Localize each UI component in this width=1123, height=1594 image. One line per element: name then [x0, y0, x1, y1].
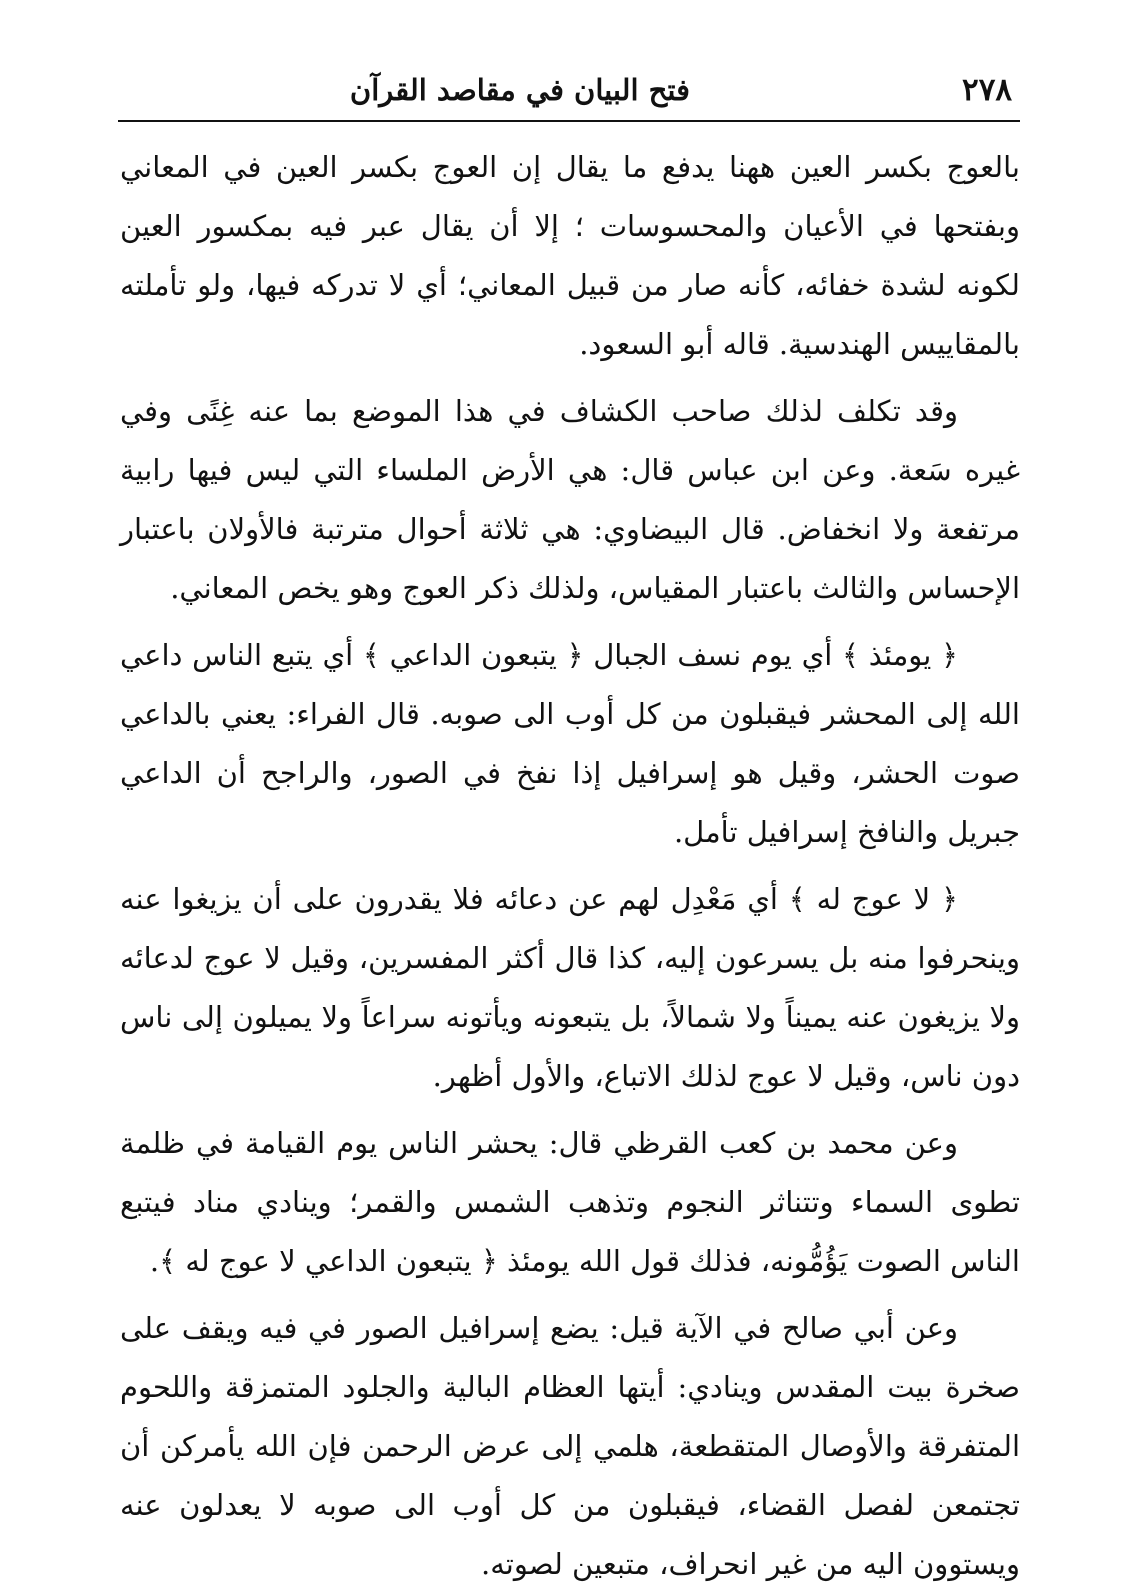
paragraph-5: وعن محمد بن كعب القرظي قال: يحشر الناس يوم القيامة في ظلمة تطوى السماء وتتناثر النجوم وتذهب الشمس والقمر؛ وينادي مناد فيتبع الناس الصوت يَؤُمُّونه، فذلك قول الله يومئذ ﴿ يتبعون الداعي لا عوج له ﴾.: [120, 1126, 1020, 1278]
paragraph-6: وعن أبي صالح في الآية قيل: يضع إسرافيل الصور في فيه ويقف على صخرة بيت المقدس وينادي: أيتها العظام البالية والجلود المتمزقة واللحوم المتفرقة والأوصال المتقطعة، هلمي إلى عرض الرحمن فإن الله يأمركن أن تجتمعن لفصل القضاء، فيقبلون من كل أوب الى صوبه لا يعدلون عنه ويستوون اليه من غير انحراف، متبعين لصوته.: [120, 1311, 1020, 1581]
paragraph-3: ﴿ يومئذ ﴾ أي يوم نسف الجبال ﴿ يتبعون الداعي ﴾ أي يتبع الناس داعي الله إلى المحشر فيقبلون من كل أوب الى صوبه. قال الفراء: يعني بالداعي صوت الحشر، وقيل هو إسرافيل إذا نفخ في الصور، والراجح أن الداعي جبريل والنافخ إسرافيل تأمل.: [120, 638, 1020, 849]
paragraph-4: ﴿ لا عوج له ﴾ أي مَعْدِل لهم عن دعائه فلا يقدرون على أن يزيغوا عنه وينحرفوا منه بل يسرعون إليه، كذا قال أكثر المفسرين، وقيل لا عوج لدعائه ولا يزيغون عنه يميناً ولا شمالاً، بل يتبعونه ويأتونه سراعاً ولا يميلون إلى ناس دون ناس، وقيل لا عوج لذلك الاتباع، والأول أظهر.: [120, 882, 1020, 1093]
paragraph-1: بالعوج بكسر العين ههنا يدفع ما يقال إن العوج بكسر العين في المعاني وبفتحها في الأعيان والمحسوسات ؛ إلا أن يقال عبر فيه بمكسور العين لكونه لشدة خفائه، كأنه صار من قبيل المعاني؛ أي لا تدركه فيها، ولو تأملته بالمقاييس الهندسية. قاله أبو السعود.: [120, 150, 1020, 361]
running-header: [118, 68, 1020, 116]
book-title: فتح البيان في مقاصد القرآن: [349, 73, 690, 107]
page-number: ٢٧٨: [962, 72, 1012, 108]
header-rule: [118, 120, 1020, 122]
paragraph-2: وقد تكلف لذلك صاحب الكشاف في هذا الموضع بما عنه غِنًى وفي غيره سَعة. وعن ابن عباس قال: هي الأرض الملساء التي ليس فيها رابية مرتفعة ولا انخفاض. قال البيضاوي: هي ثلاثة أحوال مترتبة فالأولان باعتبار الإحساس والثالث باعتبار المقياس، ولذلك ذكر العوج وهو يخص المعاني.: [120, 394, 1020, 605]
page-body: [120, 138, 1020, 1594]
